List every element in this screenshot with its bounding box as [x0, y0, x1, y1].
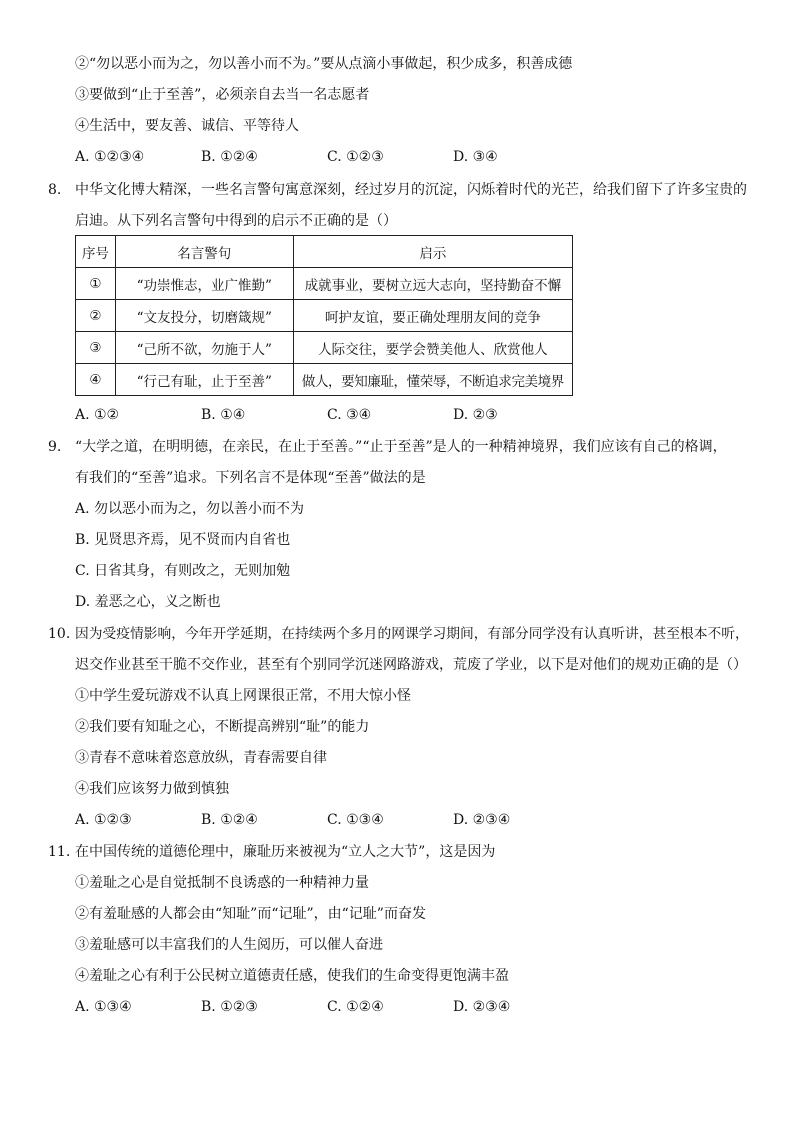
statement-3: ③要做到“止于至善”，必须亲自去当一名志愿者 — [75, 87, 370, 103]
statement-2: ②我们要有知耻之心，不断提高辨别“耻”的能力 — [75, 719, 370, 735]
table-cell: “文友投分，切磨箴规” — [115, 300, 293, 332]
statement-2: ②“勿以恶小而为之，勿以善小而不为。”要从点滴小事做起，积少成多，积善成德 — [75, 56, 573, 72]
table-cell: 人际交往，要学会赞美他人、欣赏他人 — [293, 332, 572, 364]
option-a: A. ①② — [75, 407, 120, 423]
question-stem: 迟交作业甚至干脆不交作业，甚至有个别同学沉迷网路游戏，荒废了学业，以下是对他们的规劝正确的是（） — [75, 657, 747, 673]
option-b: B. 见贤思齐焉，见不贤而内自省也 — [75, 532, 291, 548]
table-cell: 呵护友谊，要正确处理朋友间的竞争 — [293, 300, 572, 332]
table-cell: 成就事业，要树立远大志向，坚持勤奋不懈 — [293, 268, 572, 300]
header-number: 序号 — [76, 236, 116, 268]
option-d: D. ②③ — [453, 407, 498, 423]
table-cell: “行己有耻，止于至善” — [115, 364, 293, 396]
statement-4: ④我们应该努力做到慎独 — [75, 781, 229, 797]
option-b: B. ①④ — [201, 407, 246, 423]
option-a: A. 勿以恶小而为之，勿以善小而不为 — [75, 501, 305, 517]
option-d: D. ②③④ — [453, 812, 511, 828]
table-header-row — [76, 236, 573, 268]
option-b: B. ①②④ — [201, 812, 258, 828]
header-maxim: 名言警句 — [115, 236, 293, 268]
question-stem: 有我们的“至善”追求。下列名言不是体现“至善”做法的是 — [75, 470, 426, 486]
option-b: B. ①②④ — [201, 149, 258, 165]
question-stem: “大学之道，在明明德，在亲民，在止于至善。”“止于至善”是人的一种精神境界，我们应该有自己的格调， — [75, 439, 727, 455]
question-number: 9. — [48, 439, 62, 455]
table-cell: ① — [76, 268, 116, 300]
table-row — [76, 300, 573, 332]
option-a: A. ①③④ — [75, 999, 132, 1015]
table-row — [76, 364, 573, 396]
option-c: C. ①③④ — [327, 812, 384, 828]
table-cell: 做人，要知廉耻，懂荣辱，不断追求完美境界 — [293, 364, 572, 396]
question-stem: 在中国传统的道德伦理中，廉耻历来被视为“立人之大节”，这是因为 — [75, 844, 496, 860]
option-a: A. ①②③④ — [75, 149, 145, 165]
statement-1: ①羞耻之心是自觉抵制不良诱惑的一种精神力量 — [75, 875, 369, 891]
statement-4: ④羞耻之心有利于公民树立道德责任感，使我们的生命变得更饱满丰盈 — [75, 968, 509, 984]
table-cell: ② — [76, 300, 116, 332]
table-cell: “功崇惟志，业广惟勤” — [115, 268, 293, 300]
statement-3: ③青春不意味着恣意放纵，青春需要自律 — [75, 750, 327, 766]
statement-1: ①中学生爱玩游戏不认真上网课很正常，不用大惊小怪 — [75, 688, 411, 704]
table-cell: “己所不欲，勿施于人” — [115, 332, 293, 364]
option-a: A. ①②③ — [75, 812, 132, 828]
option-c: C. ③④ — [327, 407, 372, 423]
statement-3: ③羞耻感可以丰富我们的人生阅历，可以催人奋进 — [75, 937, 383, 953]
option-c: C. 日省其身，有则改之，无则加勉 — [75, 563, 291, 579]
table-row — [76, 268, 573, 300]
option-d: D. ③④ — [453, 149, 498, 165]
question-stem: 启迪。从下列名言警句中得到的启示不正确的是（） — [75, 213, 397, 229]
statement-2: ②有羞耻感的人都会由“知耻”而“记耻”，由“记耻”而奋发 — [75, 906, 426, 922]
question-stem: 中华文化博大精深，一些名言警句寓意深刻，经过岁月的沉淀，闪烁着时代的光芒，给我们留下了许多宝贵的 — [75, 182, 747, 198]
statement-4: ④生活中，要友善、诚信、平等待人 — [75, 118, 299, 134]
question-number: 11. — [48, 844, 71, 860]
table-row — [76, 332, 573, 364]
table-cell: ④ — [76, 364, 116, 396]
option-b: B. ①②③ — [201, 999, 258, 1015]
option-c: C. ①②④ — [327, 999, 384, 1015]
header-insight: 启示 — [293, 236, 572, 268]
option-c: C. ①②③ — [327, 149, 384, 165]
question-stem: 因为受疫情影响，今年开学延期，在持续两个多月的网课学习期间，有部分同学没有认真听讲，甚至根本不听， — [75, 626, 749, 642]
question-number: 10. — [48, 626, 71, 642]
option-d: D. 羞恶之心，义之断也 — [75, 594, 221, 610]
question-number: 8. — [48, 182, 62, 198]
maxims-table — [75, 235, 573, 396]
option-d: D. ②③④ — [453, 999, 511, 1015]
table-cell: ③ — [76, 332, 116, 364]
